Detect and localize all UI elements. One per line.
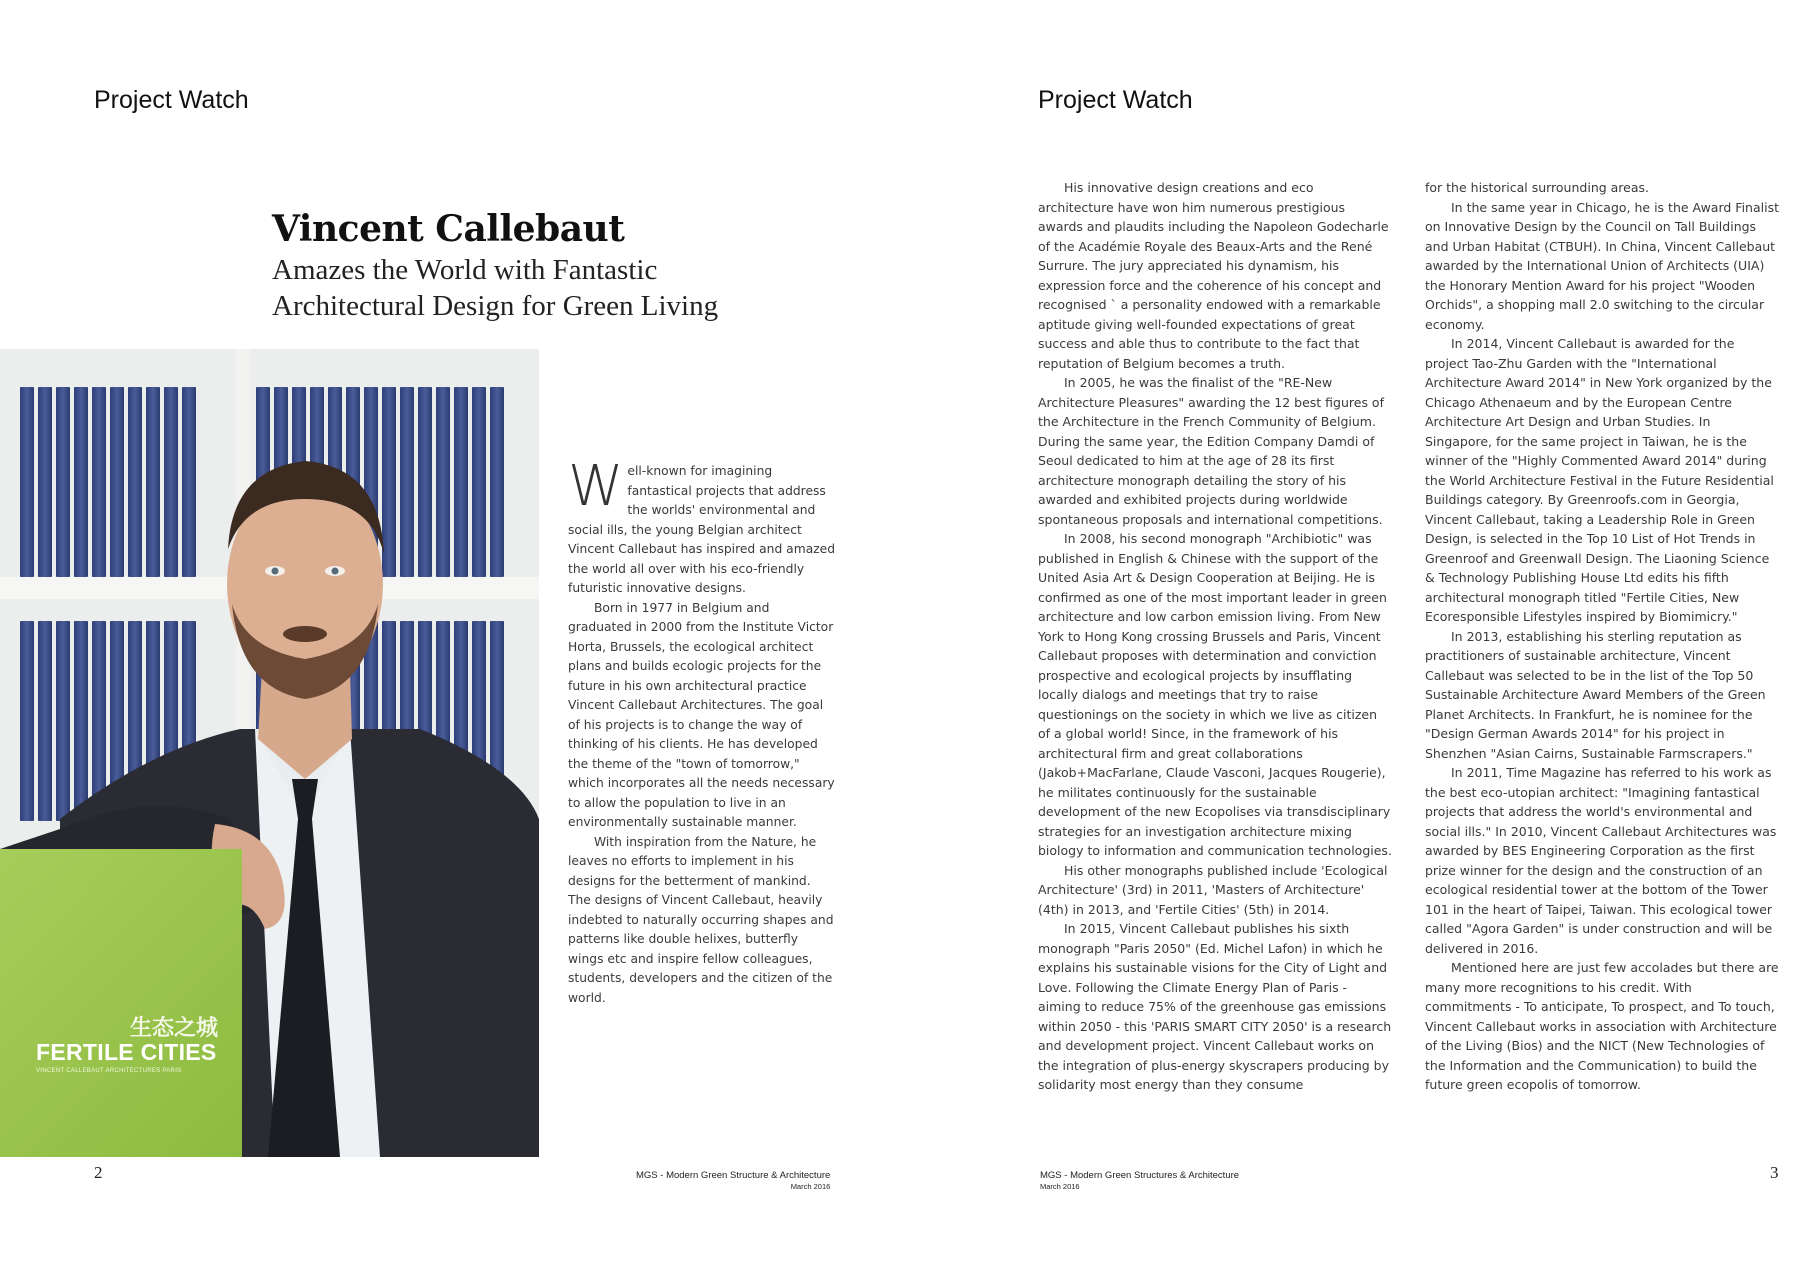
body-paragraph: His innovative design creations and eco architecture have won him numerous prestigious awards and plaudits including the Napoleon Godecharle of the Académie Royale des Beaux-Arts and the René Surrure. The jury appreciated his dynamism, his expression force and the coherence of his concept and recognised ` a personality endowed with a remarkable aptitude giving well-founded expectations of great success and able thus to contribute to the fact that reputation of Belgium becomes a truth. bbox=[1038, 180, 1389, 371]
page-number-left: 2 bbox=[94, 1163, 103, 1182]
footer-right bbox=[1040, 1170, 1239, 1192]
fertile-cities-book-cover bbox=[0, 849, 242, 1157]
section-title-right: Project Watch bbox=[1038, 86, 1193, 114]
footer-publication-right: MGS - Modern Green Structures & Architecture bbox=[1040, 1170, 1240, 1181]
portrait-photo bbox=[0, 349, 539, 1157]
page-number-right: 3 bbox=[1770, 1163, 1779, 1182]
body-column-2 bbox=[1425, 178, 1780, 1095]
article-title: Vincent Callebaut bbox=[272, 208, 625, 250]
body-paragraph: for the historical surrounding areas. bbox=[1425, 180, 1650, 195]
book-english-title: FERTILE CITIES bbox=[36, 1039, 217, 1065]
intro-column bbox=[568, 454, 836, 1008]
body-paragraph: In 2005, he was the finalist of the "RE-New Architecture Pleasures" awarding the 12 best figures of the Architecture in the French Community of Belgium. During the same year, the Edition Company Damdi of Seoul dedicated to him at the age of 28 its first architecture monograph detailing the story of his awarded and exhibited projects during worldwide spontaneous proposals and international competitions. bbox=[1038, 375, 1384, 527]
footer-publication-left: MGS - Modern Green Structure & Architecture bbox=[636, 1170, 831, 1181]
body-paragraph: In 2011, Time Magazine has referred to his work as the best eco-utopian architect: "Imagining fantastical projects that address the world's environmental and social ills." In 2010, Vincent Callebaut Architectures was awarded by BES Engineering Corporation as the first prize winner for the design and the construction of an ecological residential tower at the bottom of the Tower 101 in the heart of Taipei, Taiwan. This ecological tower called "Agora Garden" is under construction and will be delivered in 2016. bbox=[1425, 765, 1777, 956]
intro-paragraph-3: With inspiration from the Nature, he leaves no efforts to implement in his designs for the betterment of mankind. The designs of Vincent Callebaut, heavily indebted to naturally occurring shapes and patterns like double helixes, butterfly wings etc and inspire fellow colleagues, students, developers and the citizen of the world. bbox=[568, 834, 834, 1005]
body-paragraph: In 2015, Vincent Callebaut publishes his sixth monograph "Paris 2050" (Ed. Michel Lafon) in which he explains his sustainable visions for the City of Light and Love. Following the Climate Energy Plan of Paris - aiming to reduce 75% of the greenhouse gas emissions within 2050 - this 'PARIS SMART CITY 2050' is a research and development project. Vincent Callebaut works on the integration of plus-energy skyscrapers producing by solidarity most energy than they consume bbox=[1038, 921, 1392, 1092]
footer-date-left: March 2016 bbox=[790, 1182, 831, 1191]
body-paragraph: His other monographs published include 'Ecological Architecture' (3rd) in 2011, 'Masters of Architecture' (4th) in 2013, and 'Fertile Cities' (5th) in 2014. bbox=[1038, 862, 1388, 917]
body-paragraph: In the same year in Chicago, he is the Award Finalist on Innovative Design by the Council on Tall Buildings and Urban Habitat (CTBUH). In China, Vincent Callebaut awarded by the International Union of Architects (UIA) the Honorary Mention Award for his project "Wooden Orchids", a shopping mall 2.0 switching to the circular economy. bbox=[1425, 199, 1779, 332]
body-paragraph: In 2014, Vincent Callebaut is awarded for the project Tao-Zhu Garden with the "International Architecture Award 2014" in New York organized by the Chicago Athenaeum and by the European Centre Architecture Art Design and Urban Studies. In Singapore, for the same project in Taiwan, he is the winner of the "Highly Commented Award 2014" during the World Architecture Festival in the Future Residential Buildings category. By Greenroofs.com in Georgia, Vincent Callebaut, taking a Leadership Role in Green Design, is selected in the Top 10 List of Hot Trends in Greenroof and Greenwall Design. The Liaoning Science & Technology Publishing House Ltd edits his fifth architectural monograph titled "Fertile Cities, New Ecoresponsible Lifestyles inspired by Biomimicry." bbox=[1425, 336, 1774, 624]
footer-date-right: March 2016 bbox=[1040, 1182, 1080, 1191]
section-title-left: Project Watch bbox=[94, 86, 249, 114]
article-headline bbox=[272, 206, 792, 324]
intro-paragraph-2: Born in 1977 in Belgium and graduated in 2000 from the Institute Victor Horta, Brussels, the ecological architect plans and builds ecologic projects for the future in his own architectural practice Vincent Callebaut Architectures. The goal of his projects is to change the way of thinking of his clients. He has developed the theme of the "town of tomorrow," which incorporates all the needs necessary to allow the population to live in an environmentally sustainable manner. bbox=[568, 600, 835, 829]
book-author-line: VINCENT CALLEBAUT ARCHITECTURES PARIS bbox=[36, 1068, 182, 1074]
body-paragraph: In 2013, establishing his sterling reputation as practitioners of sustainable architecture, Vincent Callebaut was selected to be in the list of the Top 50 Sustainable Architecture Award Members of the Green Planet Architects. In Frankfurt, he is nominee for the "Design German Awards 2014" for his project in Shenzhen "Asian Cairns, Sustainable Farmscrapers." bbox=[1425, 628, 1766, 761]
article-subtitle-line2: Architectural Design for Green Living bbox=[272, 290, 719, 322]
body-column-1 bbox=[1038, 178, 1393, 1095]
article-subtitle-line1: Amazes the World with Fantastic bbox=[272, 254, 658, 286]
drop-cap: W bbox=[568, 454, 624, 519]
book-chinese-title: 生态之城 bbox=[130, 1015, 219, 1041]
body-paragraph: In 2008, his second monograph "Archibiotic" was published in English & Chinese with the support of the United Asia Art & Design Cooperation at Beijing. He is confirmed as one of the most important leader in green architecture and low carbon emission living. From New York to Hong Kong crossing Brussels and Paris, Vincent Callebaut proposes with determination and conviction prospective and ecological projects by insufflating locally dialogs and meetings that try to raise questionings on the society in which we live as citizen of a global world! Since, in the framework of his architectural firm and great collaborations (Jakob+MacFarlane, Claude Vasconi, Jacques Rougerie), he militates continuously for the sustainable development of the new Ecopolises via transdisciplinary strategies for an investigation architecture mixing biology to information and communication technologies. bbox=[1038, 531, 1392, 858]
footer-left bbox=[636, 1170, 830, 1192]
body-paragraph: Mentioned here are just few accolades but there are many more recognitions to his credit. With commitments - To anticipate, To prospect, and To touch, Vincent Callebaut works in association with Architecture of the Living (Bios) and the NICT (New Technologies of the Information and the Communication) to build the future green ecopolis of tomorrow. bbox=[1425, 960, 1779, 1092]
intro-paragraph-1: Well-known for imagining fantastical projects that address the worlds' environmental and social ills, the young Belgian architect Vincent Callebaut has inspired and amazed the world all over with his eco-friendly futuristic innovative designs. bbox=[568, 454, 836, 595]
